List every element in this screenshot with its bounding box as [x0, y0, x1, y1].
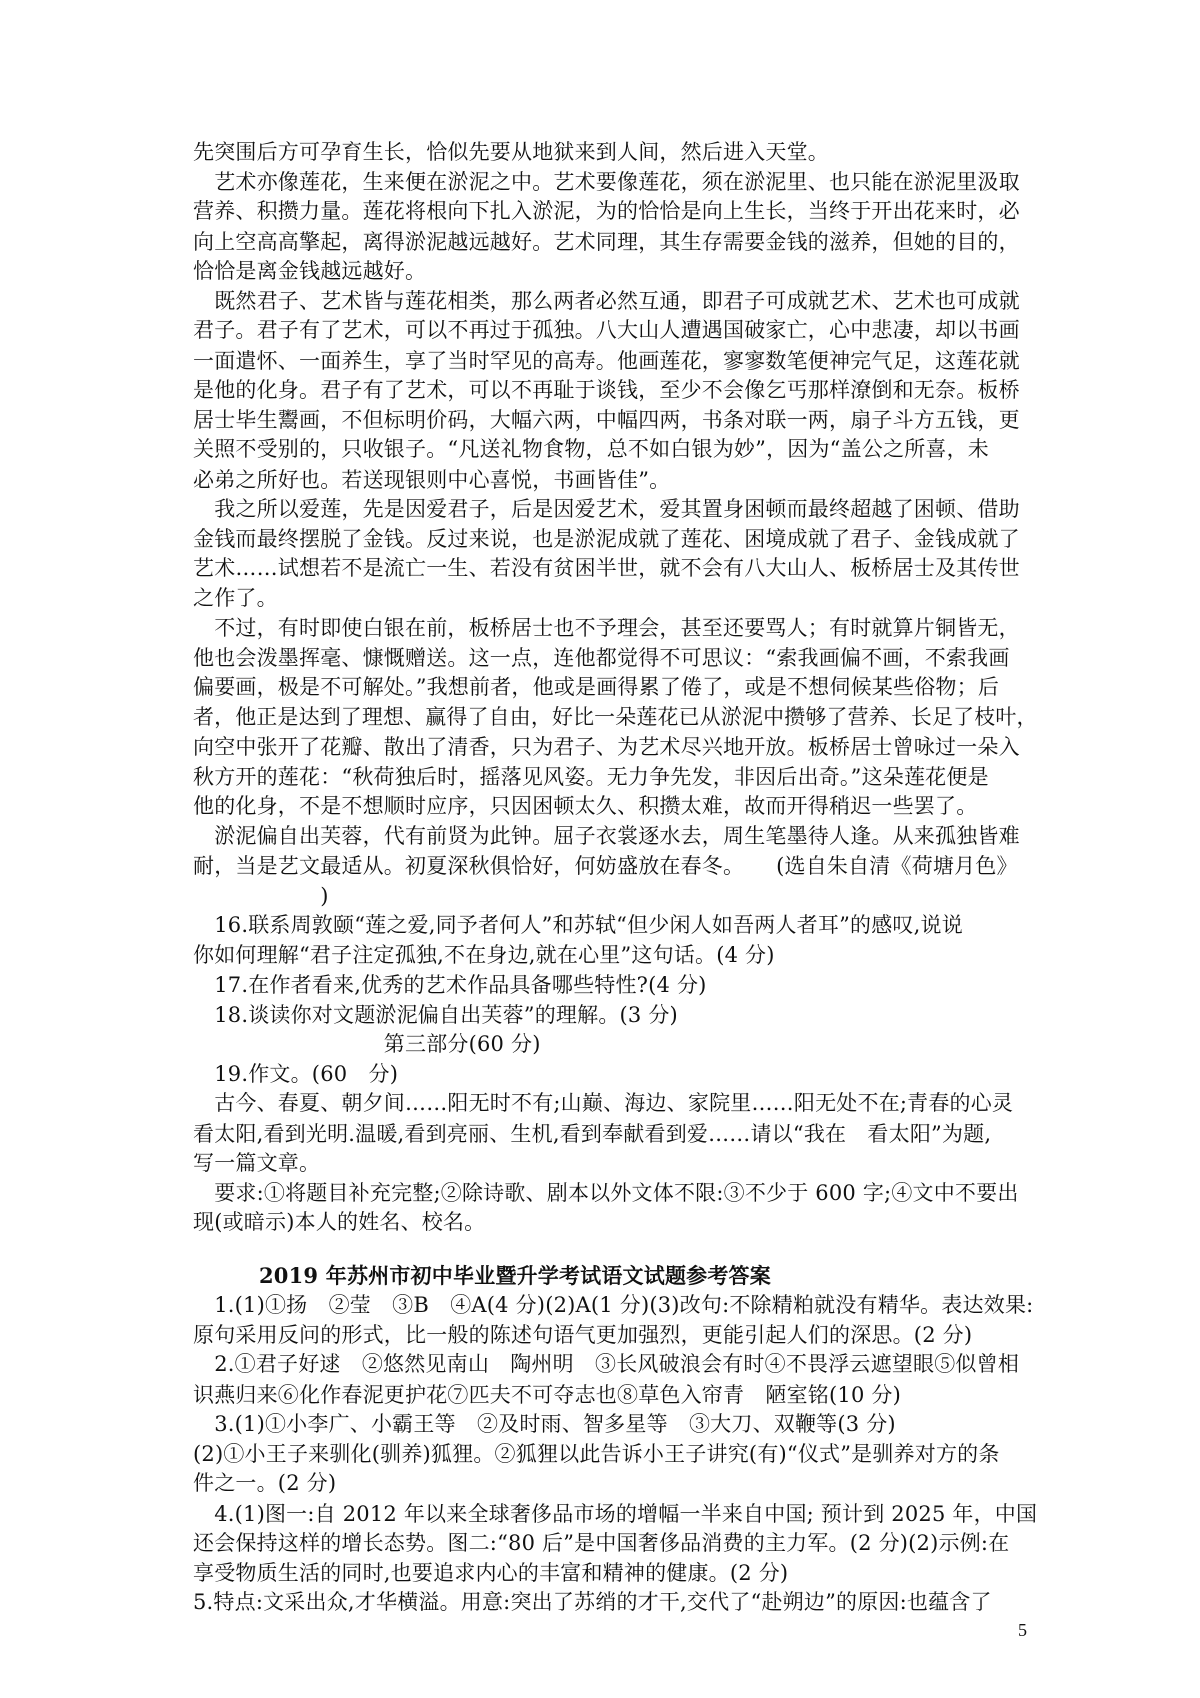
- answer-line: 5.特点:文采出众,才华横溢。用意:突出了苏绡的才干,交代了“赴朔边”的原因:也蕴含了: [193, 1590, 992, 1614]
- passage-line: 是他的化身。君子有了艺术，可以不再耻于谈钱，至少不会像乞丐那样潦倒和无奈。板桥: [193, 378, 1020, 402]
- passage-line: 淤泥偏自出芙蓉，代有前贤为此钟。屈子衣裳逐水去，周生笔墨待人逢。从来孤独皆难: [193, 824, 1020, 848]
- question-line: 17.在作者看来,优秀的艺术作品具备哪些特性?(4 分): [193, 973, 707, 997]
- answers-title: 2019 年苏州市初中毕业暨升学考试语文试题参考答案: [259, 1263, 771, 1288]
- passage-line: 关照不受别的，只收银子。“凡送礼物食物，总不如白银为妙”，因为“盖公之所喜，未: [193, 437, 990, 461]
- answer-line: (2)①小王子来驯化(驯养)狐狸。②狐狸以此告诉小王子讲究(有)“仪式”是驯养对方的条: [193, 1442, 1000, 1466]
- passage-line: 他也会泼墨挥毫、慷慨赠送。这一点，连他都觉得不可思议：“索我画偏不画，不索我画: [193, 646, 1010, 670]
- answer-line: 3.(1)①小李广、小霸王等 ②及时雨、智多星等 ③大刀、双鞭等(3 分): [193, 1412, 896, 1436]
- passage-line: 者，他正是达到了理想、赢得了自由，好比一朵莲花已从淤泥中攒够了营养、长足了枝叶，: [193, 705, 1038, 729]
- passage-line: 之作了。: [193, 586, 278, 610]
- passage-line: 艺术……试想若不是流亡一生、若没有贫困半世，就不会有八大山人、板桥居士及其传世: [193, 556, 1020, 580]
- passage-line: 艺术亦像莲花，生来便在淤泥之中。艺术要像莲花，须在淤泥里、也只能在淤泥里汲取: [193, 170, 1020, 194]
- passage-line: 既然君子、艺术皆与莲花相类，那么两者必然互通，即君子可成就艺术、艺术也可成就: [193, 289, 1020, 313]
- passage-line: 偏要画，极是不可解处。”我想前者，他或是画得累了倦了，或是不想伺候某些俗物；后: [193, 675, 1000, 699]
- answer-line: 2.①君子好逑 ②悠然见南山 陶州明 ③长风破浪会有时④不畏浮云遮望眼⑤似曾相: [193, 1352, 1020, 1376]
- passage-line: 秋方开的莲花：“秋荷独后时，摇落见风姿。无力争先发，非因后出奇。”这朵莲花便是: [193, 765, 989, 789]
- passage-line: 必弟之所好也。若送现银则中心喜悦，书画皆佳”。: [193, 468, 671, 492]
- passage-line: 不过，有时即使白银在前，板桥居士也不予理会，甚至还要骂人；有时就算片铜皆无，: [193, 616, 1020, 640]
- answer-line: 1.(1)①扬 ②莹 ③B ④A(4 分)(2)A(1 分)(3)改句:不除精粕就没有精华。表达效果:: [193, 1293, 1034, 1317]
- question-line: 你如何理解“君子注定孤独,不在身边,就在心里”这句话。(4 分): [193, 943, 775, 967]
- question-line: 16.联系周敦颐“莲之爱,同予者何人”和苏轼“但少闲人如吾两人者耳”的感叹,说说: [193, 913, 963, 937]
- passage-line: 我之所以爱莲，先是因爱君子，后是因爱艺术，爱其置身困顿而最终超越了困顿、借助: [193, 497, 1020, 521]
- question-line: 看太阳,看到光明.温暖,看到亮丽、生机,看到奉献看到爱……请以“我在 看太阳”为题,: [193, 1122, 992, 1146]
- passage-line: 恰恰是离金钱越远越好。: [193, 259, 427, 283]
- answer-line: 还会保持这样的增长态势。图二:“80 后”是中国奢侈品消费的主力军。(2 分)(2)示例:在: [193, 1531, 1010, 1555]
- question-line: 古今、春夏、朝夕间……阳无时不有;山巅、海边、家院里……阳无处不在;青春的心灵: [193, 1091, 1014, 1115]
- passage-line: 一面遣怀、一面养生，享了当时罕见的高寿。他画莲花，寥寥数笔便神完气足，这莲花就: [193, 349, 1020, 373]
- passage-line: 他的化身，不是不想顺时应序，只因困顿太久、积攒太难，故而开得稍迟一些罢了。: [193, 794, 978, 818]
- question-line: 19.作文。(60 分): [193, 1062, 399, 1086]
- answer-line: 件之一。(2 分): [193, 1471, 337, 1495]
- question-line: 现(或暗示)本人的姓名、校名。: [193, 1210, 486, 1234]
- passage-line: ): [193, 884, 329, 908]
- section-heading: 第三部分(60 分): [193, 1032, 541, 1056]
- passage-line: 先突围后方可孕育生长，恰似先要从地狱来到人间，然后进入天堂。: [193, 140, 829, 164]
- passage-line: 居士毕生鬻画，不但标明价码，大幅六两，中幅四两，书条对联一两，扇子斗方五钱，更: [193, 408, 1020, 432]
- answer-line: 4.(1)图一:自 2012 年以来全球奢侈品市场的增幅一半来自中国; 预计到 2025 年，中国: [193, 1502, 1038, 1526]
- passage-line: 耐，当是艺文最适从。初夏深秋俱恰好，何妨盛放在春冬。 (选自朱自清《荷塘月色》: [193, 854, 1018, 878]
- page-number: 5: [1018, 1620, 1027, 1640]
- passage-line: 向上空高高擎起，离得淤泥越远越好。艺术同理，其生存需要金钱的滋养，但她的目的，: [193, 230, 1020, 254]
- answer-line: 原句采用反问的形式，比一般的陈述句语气更加强烈，更能引起人们的深思。(2 分): [193, 1323, 973, 1347]
- question-line: 要求:①将题目补充完整;②除诗歌、剧本以外文体不限:③不少于 600 字;④文中不要出: [193, 1181, 1019, 1205]
- answer-line: 享受物质生活的同时,也要追求内心的丰富和精神的健康。(2 分): [193, 1561, 789, 1585]
- passage-line: 营养、积攒力量。莲花将根向下扎入淤泥，为的恰恰是向上生长，当终于开出花来时，必: [193, 199, 1020, 223]
- question-line: 18.谈读你对文题淤泥偏自出芙蓉”的理解。(3 分): [193, 1003, 678, 1027]
- question-line: 写一篇文章。: [193, 1151, 321, 1175]
- answer-line: 识燕归来⑥化作春泥更护花⑦匹夫不可夺志也⑧草色入帘青 陋室铭(10 分): [193, 1383, 901, 1407]
- passage-line: 金钱而最终摆脱了金钱。反过来说，也是淤泥成就了莲花、困境成就了君子、金钱成就了: [193, 527, 1020, 551]
- passage-line: 向空中张开了花瓣、散出了清香，只为君子、为艺术尽兴地开放。板桥居士曾咏过一朵入: [193, 735, 1020, 759]
- passage-line: 君子。君子有了艺术，可以不再过于孤独。八大山人遭遇国破家亡，心中悲凄，却以书画: [193, 318, 1020, 342]
